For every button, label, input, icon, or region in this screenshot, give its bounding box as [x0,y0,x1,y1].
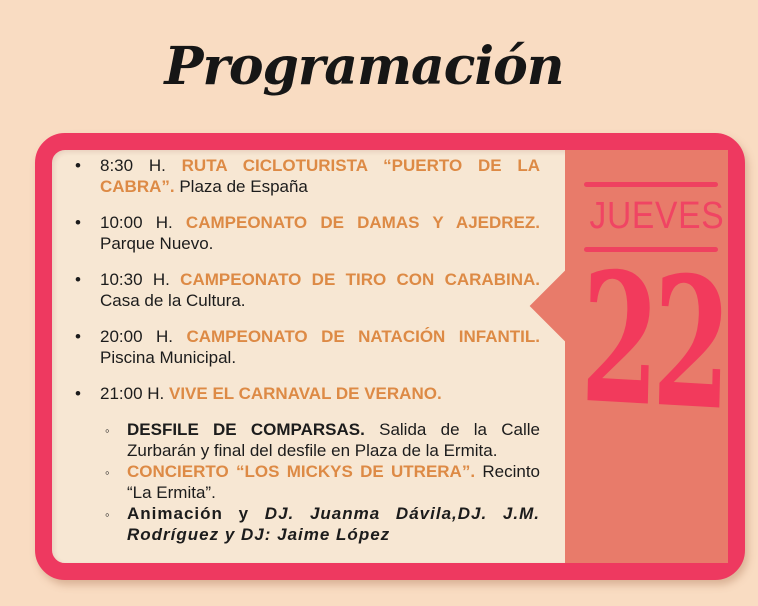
event-name: CAMPEONATO DE NATACIÓN INFANTIL. [186,327,540,346]
events-list [52,150,565,545]
sub-event-name: DESFILE DE COMPARSAS. [127,420,365,439]
event-location: Parque Nuevo. [100,234,214,253]
sub-event-text [127,419,540,461]
event-text [100,269,540,311]
sub-event-detail: DJ. Juanma Dávila,DJ. J.M. Rodríguez y DJ: Jaime López [127,504,540,544]
bullet-icon: • [75,384,81,403]
sub-event-text [127,503,540,545]
event-text [100,326,540,368]
event-row-1 [75,155,540,197]
event-time: 20:00 H. [100,327,173,346]
event-location: Casa de la Cultura. [100,291,246,310]
sub-events-list [105,419,540,545]
circle-bullet-icon: ◦ [105,423,110,438]
circle-bullet-icon: ◦ [105,465,110,480]
sub-event-row-3 [105,503,540,545]
calendar-day-number: 22 [579,233,727,452]
event-name: CAMPEONATO DE DAMAS Y AJEDREZ. [185,213,540,232]
event-row-5 [75,383,540,404]
program-card [35,133,745,580]
event-time: 8:30 H. [100,156,166,175]
bullet-icon: • [75,327,81,346]
page-title: Programación [164,36,564,97]
event-name: VIVE EL CARNAVAL DE VERANO. [169,384,442,403]
bullet-icon: • [75,156,81,175]
event-name: CAMPEONATO DE TIRO CON CARABINA. [180,270,540,289]
sub-event-text [127,461,540,503]
event-row-2 [75,212,540,254]
sub-event-name: CONCIERTO “LOS MICKYS DE UTRERA”. [127,462,476,481]
circle-bullet-icon: ◦ [105,507,110,522]
event-location: Plaza de España [179,177,308,196]
event-time: 10:30 H. [100,270,170,289]
event-location: Piscina Municipal. [100,348,237,367]
event-name: RUTA CICLOTURISTA “PUERTO DE LA CABRA”. [100,156,540,196]
divider-line [584,182,718,187]
bullet-icon: • [75,213,81,232]
event-time: 10:00 H. [100,213,173,232]
event-text [100,383,540,404]
sub-event-name: Animación y [127,504,250,523]
calendar-sidebar [565,150,728,563]
sub-event-row-1 [105,419,540,461]
sub-event-detail: Recinto “La Ermita”. [127,462,540,502]
event-text [100,212,540,254]
event-time: 21:00 H. [100,384,165,403]
event-row-3 [75,269,540,311]
bullet-icon: • [75,270,81,289]
sub-event-row-2 [105,461,540,503]
calendar-day-label: JUEVES [589,194,725,237]
sub-event-detail: Salida de la Calle Zurbarán y final del desfile en Plaza de la Ermita. [127,420,540,460]
event-text [100,155,540,197]
event-row-4 [75,326,540,368]
